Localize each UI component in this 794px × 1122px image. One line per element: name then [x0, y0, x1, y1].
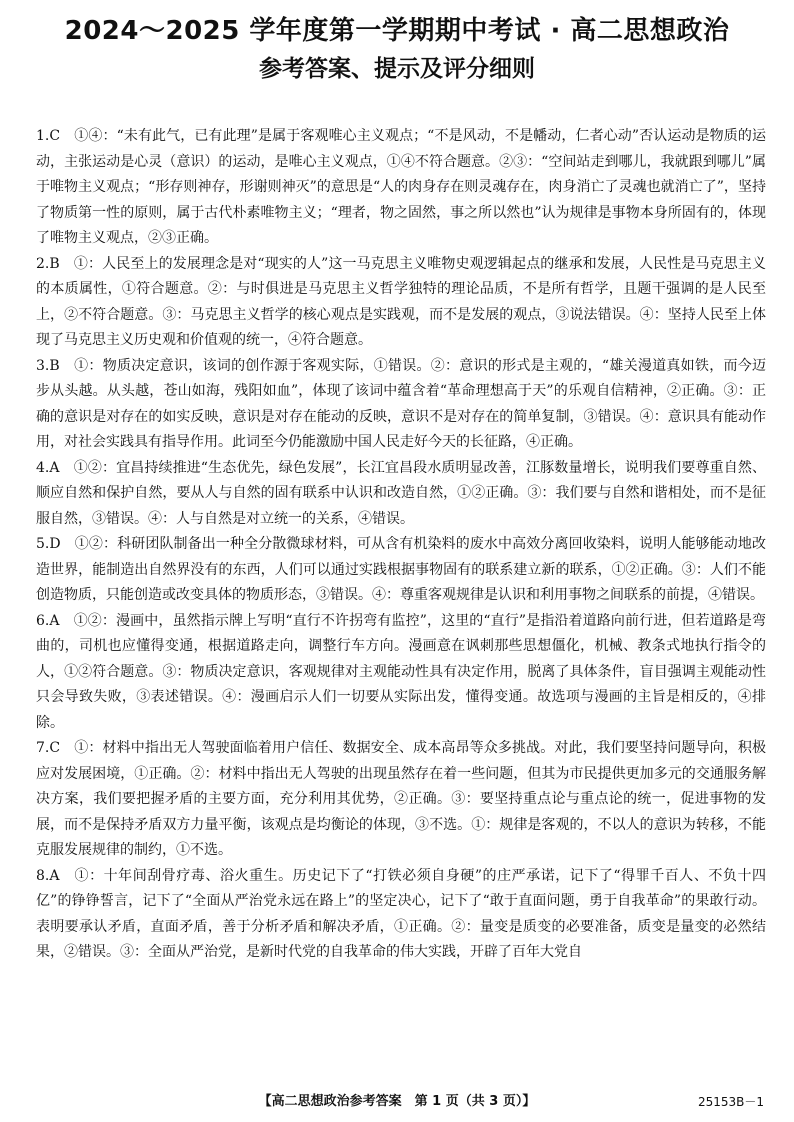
answer-item-1	[36, 124, 766, 252]
answer-item-7	[36, 736, 766, 864]
answer-text: 2.B ①：人民至上的发展理念是对“现实的人”这一马克思主义唯物史观逻辑起点的继承和发展，人民性是马克思主义的本质属性，①符合题意。②：与时俱进是马克思主义哲学独特的理论品质，不是所有哲学，且题干强调的是人民至上，②不符合题意。③：马克思主义哲学的核心观点是实践观，而不是发展的观点，③说法错误。④：坚持人民至上体现了马克思主义历史观和价值观的统一，④符合题意。	[36, 255, 766, 348]
answer-text: 5.D ①②：科研团队制备出一种全分散微球材料，可从含有机染料的废水中高效分离回收染料，说明人能够能动地改造世界，能制造出自然界没有的东西，人们可以通过实践根据事物固有的联系建立新的联系，①②正确。③：人们不能创造物质，只能创造或改变具体的物质形态，③错误。④：尊重客观规律是认识和利用事物之间联系的前提，④错误。	[36, 536, 766, 603]
answer-text: 4.A ①②：宜昌持续推进“生态优先，绿色发展”，长江宜昌段水质明显改善，江豚数量增长，说明我们要尊重自然、顺应自然和保护自然，要从人与自然的固有联系中认识和改造自然，①②正确。③：我们要与自然和谐相处，而不是征服自然，③错误。④：人与自然是对立统一的关系，④错误。	[36, 459, 766, 527]
answer-text: 3.B ①：物质决定意识，该词的创作源于客观实际，①错误。②：意识的形式是主观的，“雄关漫道真如铁，而今迈步从头越。从头越，苍山如海，残阳如血”，体现了该词中蕴含着“革命理想高于天”的乐观自信精神，②正确。③：正确的意识是对存在的如实反映，意识是对存在能动的反映，意识不是对存在的简单复制，③错误。④：意识具有能动作用，对社会实践具有指导作用。此词至今仍能激励中国人民走好今天的长征路，④正确。	[36, 357, 766, 450]
answer-text: 8.A ①：十年间刮骨疗毒、浴火重生。历史记下了“打铁必须自身硬”的庄严承诺，记下了“得罪千百人、不负十四亿”的铮铮誓言，记下了“全面从严治党永远在路上”的坚定决心，记下了“敢于直面问题，勇于自我革命”的果敢行动。表明要承认矛盾，直面矛盾，善于分析矛盾和解决矛盾，①正确。②：量变是质变的必要准备，质变是量变的必然结果，②错误。③：全面从严治党，是新时代党的自我革命的伟大实践，开辟了百年大党自	[36, 867, 766, 960]
page-subtitle: 参考答案、提示及评分细则	[259, 56, 535, 82]
footer-page-info: 【高二思想政治参考答案 第 1 页（共 3 页）】	[258, 1094, 536, 1109]
answer-item-3	[36, 354, 766, 456]
answer-item-6	[36, 609, 766, 737]
answer-text: 6.A ①②：漫画中，虽然指示牌上写明“直行不许拐弯有监控”，这里的“直行”是指沿着道路向前行进，但若道路是弯曲的，司机也应懂得变通，根据道路走向，调整行车方向。漫画意在讽刺那些思想僵化，机械、教条式地执行指令的人，①②符合题意。③：物质决定意识，客观规律对主观能动性具有决定作用，脱离了具体条件，盲目强调主观能动性只会导致失败，③表述错误。④：漫画启示人们一切要从实际出发，懂得变通。故选项与漫画的主旨是相反的，④排除。	[36, 612, 766, 731]
answer-item-4	[36, 456, 766, 533]
answer-item-8	[36, 864, 766, 966]
footer-doc-code: 25153B－1	[697, 1095, 764, 1109]
answer-text: 7.C ①：材料中指出无人驾驶面临着用户信任、数据安全、成本高昂等众多挑战。对此，我们要坚持问题导向，积极应对发展困境，①正确。②：材料中指出无人驾驶的出现虽然存在着一些问题，但其为市民提供更加多元的交通服务解决方案，我们要把握矛盾的主要方面，充分利用其优势，②正确。③：要坚持重点论与重点论的统一，促进事物的发展，而不是保持矛盾双方力量平衡，该观点是均衡论的体现，③不选。①：规律是客观的，不以人的意识为转移，不能克服发展规律的制约，①不选。	[36, 740, 766, 858]
answer-item-2	[36, 252, 766, 354]
page-title: 2024～2025 学年度第一学期期中考试 · 高二思想政治	[64, 16, 730, 46]
answer-item-5	[36, 532, 766, 609]
answer-list	[36, 124, 766, 966]
answer-text: 1.C ①④：“未有此气，已有此理”是属于客观唯心主义观点；“不是风动，不是幡动，仁者心动”否认运动是物质的运动，主张运动是心灵（意识）的运动，是唯心主义观点，①④不符合题意。②③：“空间站走到哪儿，我就跟到哪儿”属于唯物主义观点；“形存则神存，形谢则神灭”的意思是“人的肉身存在则灵魂存在，肉身消亡了灵魂也就消亡了”，坚持了物质第一性的原则，属于古代朴素唯物主义；“理者，物之固然，事之所以然也”认为规律是事物本身所固有的，体现了唯物主义观点，②③正确。	[36, 128, 766, 246]
